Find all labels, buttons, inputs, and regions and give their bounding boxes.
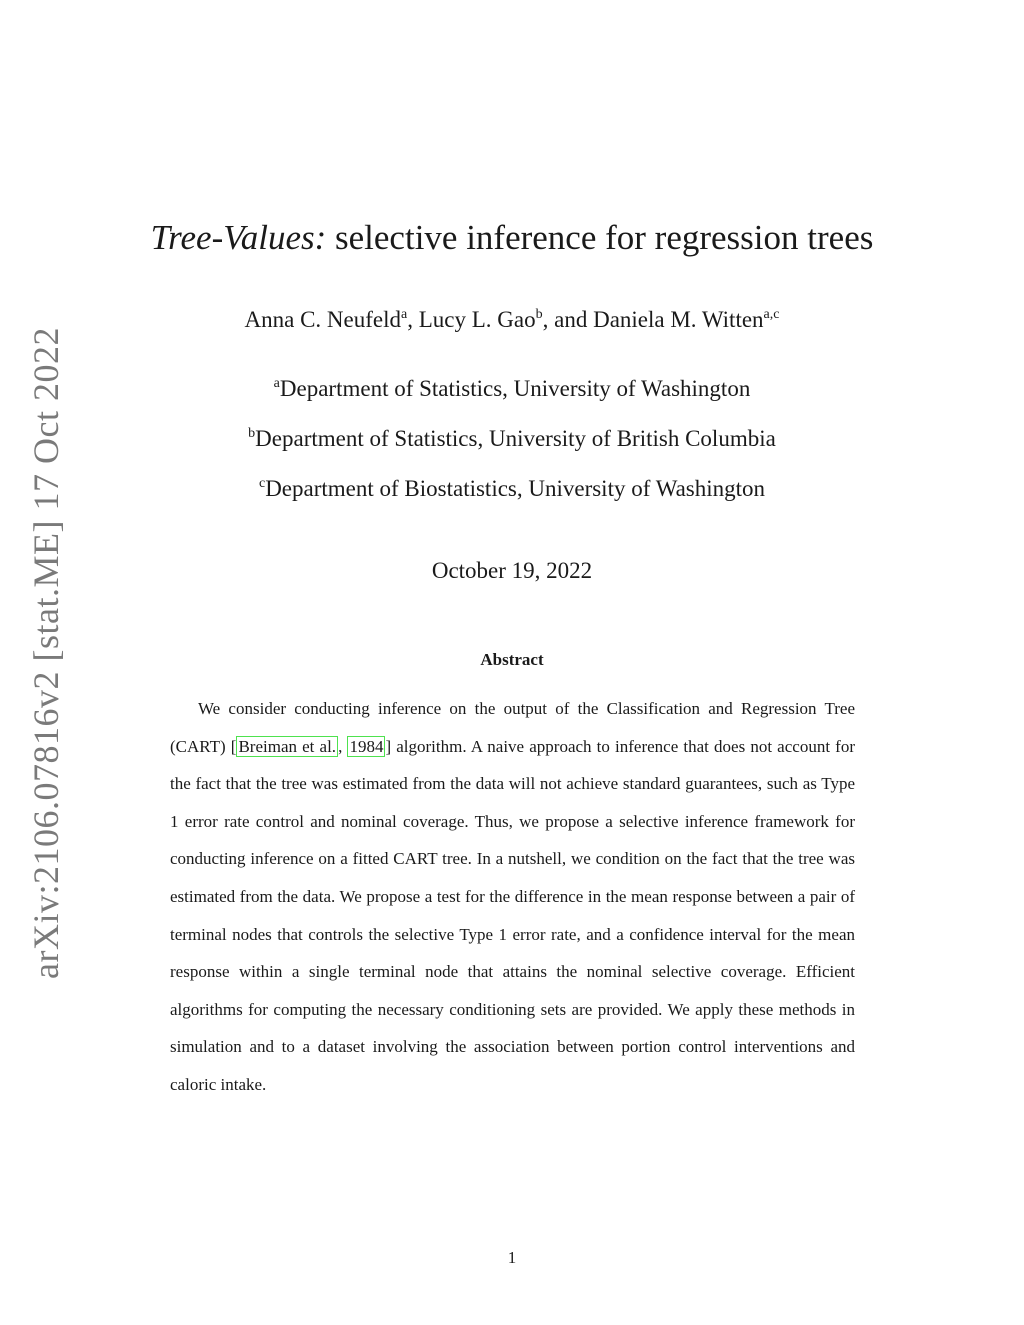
- title-rest: selective inference for regression trees: [326, 218, 874, 257]
- page-number: 1: [507, 1248, 517, 1267]
- affiliation-mark: b: [248, 426, 256, 441]
- abstract-text-before-cite: We consider conducting inference on the output of the Classification and Regression Tree (CART) [: [170, 699, 855, 756]
- author-separator: , and: [542, 307, 594, 332]
- paper-title: [0, 214, 1024, 262]
- author-affil-mark: a: [401, 307, 408, 322]
- affiliation-mark: a: [273, 376, 280, 391]
- affiliation-a: [0, 373, 1024, 405]
- author-list: [0, 302, 1024, 338]
- affiliation-mark: c: [258, 476, 266, 491]
- author-name: Lucy L. Gao: [418, 307, 536, 332]
- affiliation-text: Department of Statistics, University of British Columbia: [255, 426, 776, 451]
- affiliation-text: Department of Biostatistics, University of Washington: [265, 476, 766, 501]
- abstract-text-after-cite: ] algorithm. A naive approach to inference that does not account for the fact that the tree was estimated from the data will not achieve standard guarantees, such as Type 1 error rate control and nominal coverage. Thus, we propose a selective inference framework for conducting inference on a fitted CART tree. In a nutshell, we condition on the fact that the tree was estimated from the data. We propose a test for the difference in the mean response between a pair of terminal nodes that controls the selective Type 1 error rate, and a confidence interval for the mean response within a single terminal node that attains the nominal selective coverage. Efficient algorithms for computing the necessary conditioning sets are provided. We apply these methods in simulation and to a dataset involving the association between portion control interventions and caloric intake.: [170, 736, 856, 1094]
- citation-separator: ,: [338, 736, 348, 756]
- author-affil-mark: b: [535, 307, 543, 322]
- abstract-body: [170, 690, 855, 1104]
- author-affil-mark: a,c: [763, 307, 780, 322]
- paper-date: October 19, 2022: [431, 558, 593, 583]
- affiliation-b: [0, 423, 1024, 455]
- author-name: Anna C. Neufeld: [244, 307, 401, 332]
- author-name: Daniela M. Witten: [593, 307, 764, 332]
- title-italic: Tree-Values:: [150, 218, 327, 257]
- arxiv-identifier: arXiv:2106.07816v2 [stat.ME] 17 Oct 2022: [26, 326, 67, 979]
- citation-link-authors[interactable]: Breiman et al.: [238, 736, 337, 756]
- affiliation-text: Department of Statistics, University of Washington: [279, 376, 751, 401]
- affiliation-c: [0, 473, 1024, 505]
- citation-link-year[interactable]: 1984: [349, 736, 384, 756]
- abstract-heading: Abstract: [480, 650, 544, 669]
- author-separator: ,: [407, 307, 419, 332]
